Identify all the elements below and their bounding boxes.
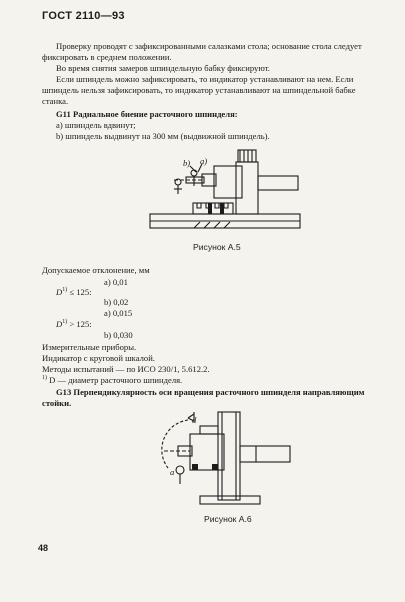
tolerance-condition-1 — [56, 286, 92, 298]
condition-1-text: ≤ 125: — [69, 287, 92, 297]
figure-a6-drawing — [160, 408, 295, 508]
instruments-line-2: Индикатор с круговой шкалой. — [42, 353, 155, 363]
tolerance-b2: b) 0,030 — [104, 330, 133, 340]
footnote-text: D — диаметр расточного шпинделя. — [49, 375, 183, 385]
page-number: 48 — [38, 543, 49, 553]
intro-paragraph-3-line-3: станка. — [42, 96, 69, 106]
document-header: ГОСТ 2110—93 — [42, 10, 125, 22]
figure-a5-label-a: a) — [200, 156, 208, 166]
intro-paragraph-3-line-1: Если шпиндель можно зафиксировать, то индикатор устанавливают на нем. Если — [56, 74, 354, 84]
footnote-marker: 1) — [42, 375, 47, 381]
tolerance-condition-2 — [56, 318, 92, 330]
figure-a6-label-d: d — [192, 415, 197, 425]
footnote — [42, 374, 182, 386]
figure-a5-label-b: b) — [183, 158, 191, 168]
figure-a6-label-a: а — [170, 467, 175, 477]
tolerance-b1: b) 0,02 — [104, 297, 129, 307]
tolerance-heading: Допускаемое отклонение, мм — [42, 265, 150, 275]
condition-2-text: > 125: — [69, 319, 92, 329]
condition-2-d: D — [56, 319, 63, 329]
intro-paragraph-1-line-1: Проверку проводят с зафиксированными салазками стола; основание стола следует — [56, 41, 362, 51]
g11-item-b: b) шпиндель выдвинут на 300 мм (выдвижной шпиндель). — [56, 131, 270, 141]
tolerance-a2: а) 0,015 — [104, 308, 133, 318]
instruments-line-3: Методы испытаний — по ИСО 230/1, 5.612.2. — [42, 364, 210, 374]
g13-title-line-2: стойки. — [42, 398, 72, 408]
g13-title-line-1: G13 Перпендикулярность оси вращения расточного шпинделя направляющим — [56, 387, 365, 397]
g11-item-a: a) шпиндель вдвинут; — [56, 120, 136, 130]
condition-2-footnote-marker: 1) — [62, 319, 68, 325]
instruments-line-1: Измерительные приборы. — [42, 342, 137, 352]
condition-1-d: D — [56, 287, 63, 297]
g11-title: G11 Радиальное биение расточного шпинделя: — [56, 109, 238, 119]
condition-1-footnote-marker: 1) — [62, 287, 68, 293]
intro-paragraph-3-line-2: шпиндель нельзя зафиксировать, то индикатор устанавливают на шпиндельной бабке — [42, 85, 356, 95]
tolerance-a1: а) 0,01 — [104, 277, 128, 287]
intro-paragraph-2: Во время снятия замеров шпиндельную бабку фиксируют. — [56, 63, 270, 73]
figure-a5-drawing — [148, 142, 308, 242]
figure-a5-caption: Рисунок А.5 — [193, 242, 241, 252]
figure-a6-caption: Рисунок А.6 — [204, 514, 252, 524]
intro-paragraph-1-line-2: фиксировать в среднем положении. — [42, 52, 172, 62]
